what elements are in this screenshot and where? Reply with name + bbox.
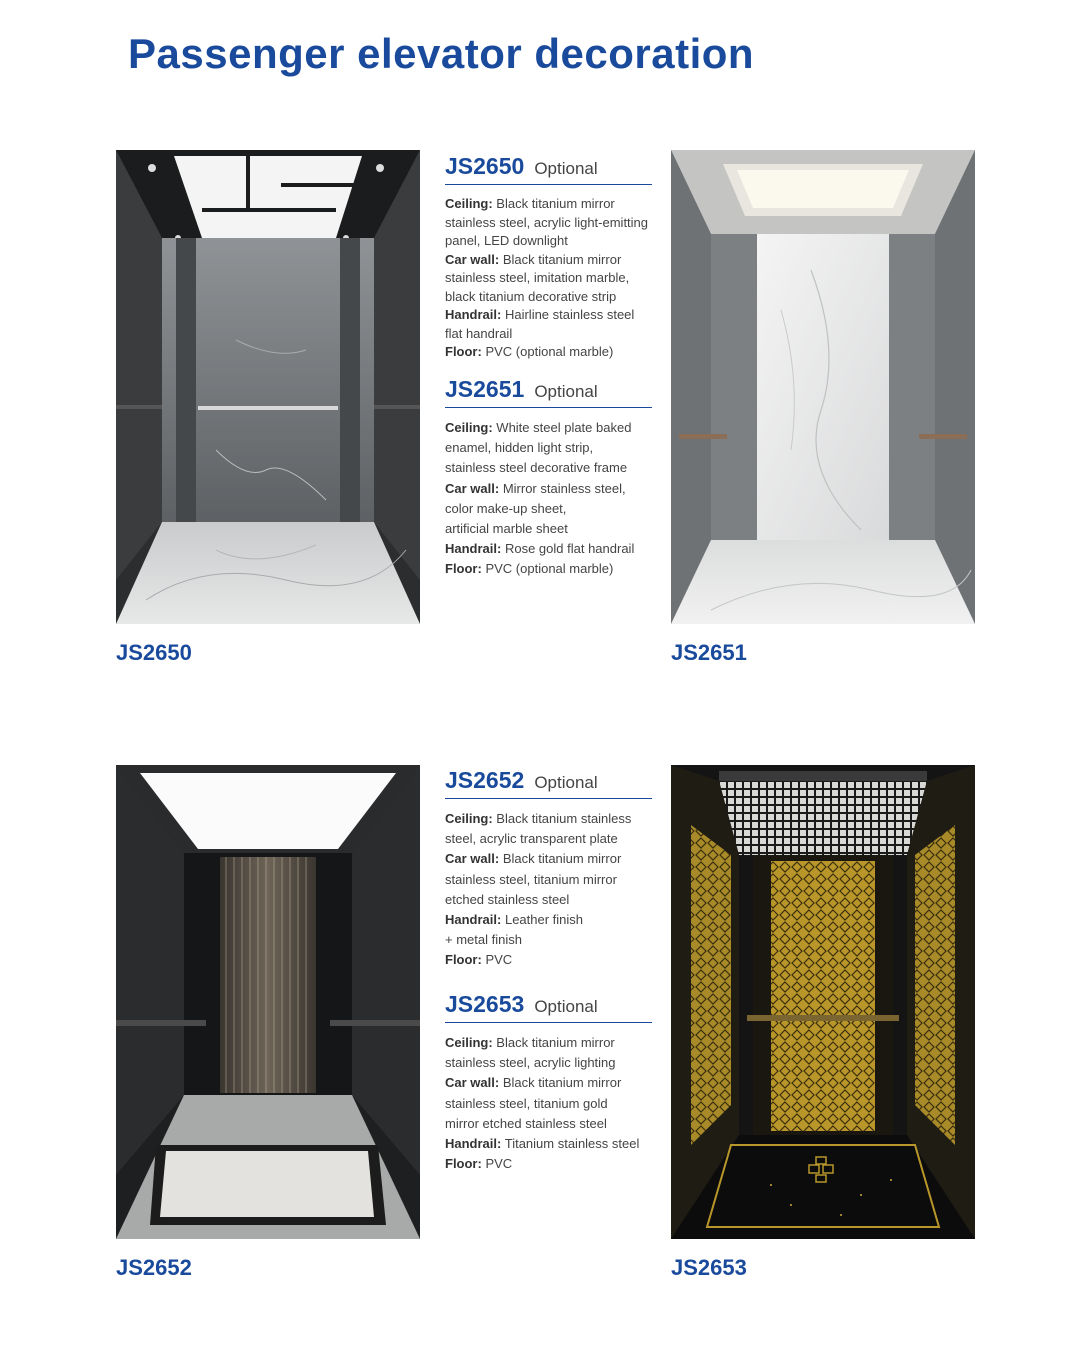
spec-text: Hairline stainless steel bbox=[504, 307, 635, 322]
spec-text: stainless steel, imitation marble, bbox=[445, 270, 630, 285]
spec-text: Leather finish bbox=[504, 912, 584, 928]
spec-label-ceiling: Ceiling: bbox=[445, 811, 493, 826]
spec-text: Black titanium mirror bbox=[502, 851, 622, 867]
spec-list bbox=[445, 1033, 670, 1174]
spec-heading bbox=[445, 153, 652, 185]
spec-label-car-wall: Car wall: bbox=[445, 1075, 500, 1091]
spec-text: stainless steel, acrylic lighting bbox=[445, 1055, 616, 1071]
spec-text: Black titanium mirror bbox=[496, 1035, 615, 1050]
spec-label-handrail: Handrail: bbox=[445, 307, 502, 322]
spec-text: PVC bbox=[485, 1156, 513, 1172]
spec-text: color make-up sheet, bbox=[445, 500, 567, 516]
model-number: JS2652 bbox=[445, 767, 525, 793]
spec-block-js2650 bbox=[445, 153, 670, 362]
spec-label-handrail: Handrail: bbox=[445, 1136, 502, 1152]
spec-text: panel, LED downlight bbox=[445, 233, 568, 248]
spec-block-js2653 bbox=[445, 991, 670, 1174]
optional-label: Optional bbox=[534, 773, 598, 792]
spec-heading bbox=[445, 376, 652, 408]
model-number: JS2650 bbox=[445, 153, 525, 179]
photo-caption-js2651: JS2651 bbox=[671, 640, 747, 665]
spec-text: Black titanium mirror bbox=[496, 196, 615, 211]
spec-text: Rose gold flat handrail bbox=[504, 541, 635, 557]
photo-caption-js2650: JS2650 bbox=[116, 640, 192, 665]
spec-text: artificial marble sheet bbox=[445, 521, 568, 537]
elevator-photo-js2651 bbox=[671, 150, 975, 624]
photo-caption-js2653: JS2653 bbox=[671, 1255, 747, 1280]
spec-heading bbox=[445, 767, 652, 799]
spec-label-car-wall: Car wall: bbox=[445, 251, 500, 267]
spec-text: PVC bbox=[485, 952, 513, 968]
spec-block-js2651 bbox=[445, 376, 670, 580]
elevator-photo-js2650 bbox=[116, 150, 420, 624]
spec-text: Black titanium stainless bbox=[496, 811, 632, 826]
spec-label-floor: Floor: bbox=[445, 561, 482, 577]
spec-text: stainless steel, acrylic light-emitting bbox=[445, 214, 649, 230]
spec-text: flat handrail bbox=[445, 325, 513, 341]
spec-text: mirror etched stainless steel bbox=[445, 1115, 607, 1131]
optional-label: Optional bbox=[534, 159, 598, 178]
spec-label-floor: Floor: bbox=[445, 952, 482, 968]
spec-text: + metal finish bbox=[445, 932, 522, 948]
spec-label-ceiling: Ceiling: bbox=[445, 1035, 493, 1050]
spec-text: PVC (optional marble) bbox=[485, 344, 614, 359]
photo-caption-js2652: JS2652 bbox=[116, 1255, 192, 1280]
spec-label-handrail: Handrail: bbox=[445, 912, 502, 928]
spec-text: enamel, hidden light strip, bbox=[445, 440, 594, 456]
spec-label-car-wall: Car wall: bbox=[445, 851, 500, 867]
spec-label-ceiling: Ceiling: bbox=[445, 196, 493, 211]
spec-text: steel, acrylic transparent plate bbox=[445, 831, 618, 847]
page-title: Passenger elevator decoration bbox=[128, 30, 755, 77]
spec-text: White steel plate baked bbox=[496, 420, 632, 435]
spec-text: Titanium stainless steel bbox=[504, 1136, 640, 1152]
spec-text: stainless steel, titanium mirror bbox=[445, 871, 617, 887]
elevator-photo-js2653 bbox=[671, 765, 975, 1239]
spec-label-ceiling: Ceiling: bbox=[445, 420, 493, 435]
spec-text: stainless steel decorative frame bbox=[445, 460, 628, 476]
spec-label-floor: Floor: bbox=[445, 344, 482, 359]
spec-list bbox=[445, 195, 670, 362]
elevator-photo-js2652 bbox=[116, 765, 420, 1239]
optional-label: Optional bbox=[534, 997, 598, 1016]
spec-label-car-wall: Car wall: bbox=[445, 480, 500, 496]
spec-text: black titanium decorative strip bbox=[445, 288, 617, 304]
model-number: JS2651 bbox=[445, 376, 525, 402]
spec-heading bbox=[445, 991, 652, 1023]
spec-label-floor: Floor: bbox=[445, 1156, 482, 1172]
spec-text: etched stainless steel bbox=[445, 891, 570, 907]
spec-list bbox=[445, 809, 670, 971]
spec-text: PVC (optional marble) bbox=[485, 561, 614, 577]
spec-block-js2652 bbox=[445, 767, 670, 971]
spec-text: Black titanium mirror bbox=[502, 1075, 622, 1091]
spec-text: Mirror stainless steel, bbox=[502, 480, 626, 496]
model-number: JS2653 bbox=[445, 991, 525, 1017]
spec-text: Black titanium mirror bbox=[502, 251, 622, 267]
spec-text: stainless steel, titanium gold bbox=[445, 1095, 608, 1111]
spec-label-handrail: Handrail: bbox=[445, 541, 502, 557]
spec-list bbox=[445, 418, 670, 580]
optional-label: Optional bbox=[534, 382, 598, 401]
